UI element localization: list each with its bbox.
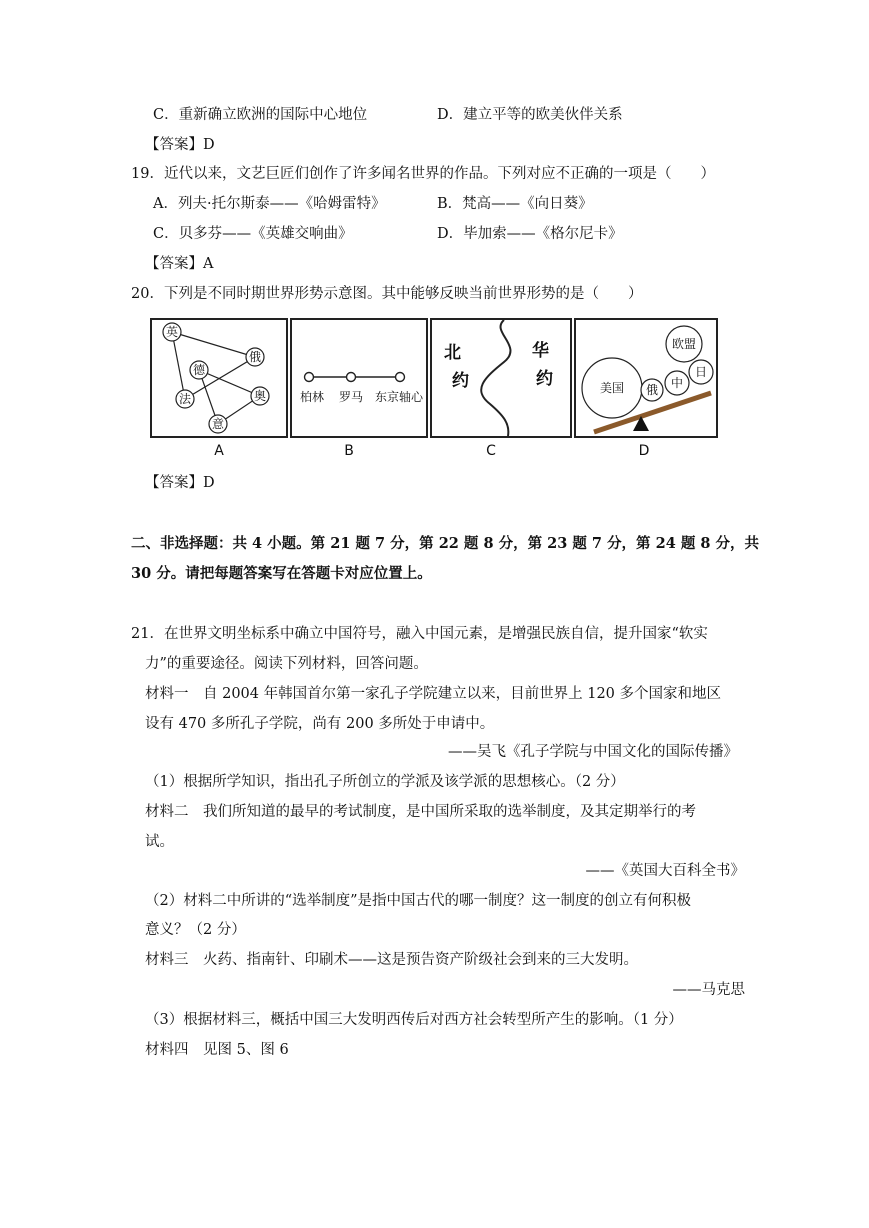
q21-subquestion-3: （3）根据材料三，概括中国三大发明西传后对西方社会转型所产生的影响。（1 分） bbox=[145, 1012, 683, 1028]
material-2-line1: 材料二 我们所知道的最早的考试制度，是中国所采取的选举制度，及其定期举行的考 bbox=[145, 804, 696, 820]
figure-label-d: D bbox=[638, 443, 650, 459]
q21-subquestion-2-line2: 意义？（2 分） bbox=[145, 922, 246, 938]
figure-label-b: B bbox=[344, 443, 354, 459]
q18-answer: 【答案】D bbox=[145, 137, 215, 153]
q19-option-c: C．贝多芬——《英雄交响曲》 bbox=[153, 226, 353, 242]
node-berlin: 柏林 bbox=[299, 390, 325, 404]
node-rome: 罗马 bbox=[338, 390, 364, 404]
figure-panel-a bbox=[150, 318, 288, 438]
q21-stem-line1: 21．在世界文明坐标系中确立中国符号，融入中国元素，是增强民族自信，提升国家“软实 bbox=[131, 626, 708, 642]
node-china: 中 bbox=[670, 376, 684, 390]
node-usa: 美国 bbox=[599, 381, 625, 395]
q19-option-d: D．毕加索——《格尔尼卡》 bbox=[437, 226, 623, 242]
warsaw-char-1: 华 bbox=[532, 341, 549, 361]
figure-label-c: C bbox=[486, 443, 496, 459]
node-russia: 俄 bbox=[248, 350, 262, 364]
cold-war-diagram bbox=[432, 320, 570, 436]
q18-option-d: D．建立平等的欧美伙伴关系 bbox=[437, 107, 623, 123]
q21-subquestion-2-line1: （2）材料二中所讲的“选举制度”是指中国古代的哪一制度？这一制度的创立有何积极 bbox=[145, 893, 692, 909]
node-russia-d: 俄 bbox=[645, 383, 659, 397]
axis-diagram bbox=[292, 320, 426, 436]
material-2-line2: 试。 bbox=[145, 834, 174, 850]
multipolar-balance-diagram bbox=[576, 320, 716, 436]
q18-option-c: C．重新确立欧洲的国际中心地位 bbox=[153, 107, 368, 123]
section2-heading-line1: 二、非选择题：共 4 小题。第 21 题 7 分，第 22 题 8 分，第 23 题 7 分，第 24 题 8 分，共 bbox=[131, 535, 760, 552]
figure-label-a: A bbox=[214, 443, 224, 459]
material-1-source: ——吴飞《孔子学院与中国文化的国际传播》 bbox=[448, 744, 738, 760]
node-japan: 日 bbox=[694, 365, 708, 379]
figure-panel-c bbox=[430, 318, 572, 438]
node-eu: 欧盟 bbox=[671, 337, 697, 351]
node-italy: 意 bbox=[211, 417, 225, 431]
q19-answer: 【答案】A bbox=[145, 256, 214, 272]
figure-panel-d bbox=[574, 318, 718, 438]
q21-stem-line2: 力”的重要途径。阅读下列材料，回答问题。 bbox=[145, 656, 428, 672]
node-germany: 德 bbox=[192, 363, 206, 377]
q19-option-a: A．列夫·托尔斯泰——《哈姆雷特》 bbox=[153, 196, 386, 212]
q20-answer: 【答案】D bbox=[145, 475, 215, 491]
material-1-line2: 设有 470 多所孔子学院，尚有 200 多所处于申请中。 bbox=[145, 716, 495, 732]
section2-heading-line2: 30 分。请把每题答案写在答题卡对应位置上。 bbox=[131, 565, 432, 582]
material-4: 材料四 见图 5、图 6 bbox=[145, 1042, 289, 1058]
q21-subquestion-1: （1）根据所学知识，指出孔子所创立的学派及该学派的思想核心。（2 分） bbox=[145, 774, 625, 790]
node-france: 法 bbox=[178, 392, 192, 406]
nato-char-1: 北 bbox=[444, 343, 461, 363]
figure-panel-b bbox=[290, 318, 428, 438]
nato-char-2: 约 bbox=[452, 371, 469, 391]
material-2-source: ——《英国大百科全书》 bbox=[585, 863, 745, 879]
node-britain: 英 bbox=[165, 325, 179, 339]
material-3: 材料三 火药、指南针、印刷术——这是预告资产阶级社会到来的三大发明。 bbox=[145, 952, 638, 968]
q19-option-b: B．梵高——《向日葵》 bbox=[437, 196, 593, 212]
warsaw-char-2: 约 bbox=[536, 369, 553, 389]
node-austria: 奥 bbox=[253, 389, 267, 403]
node-tokyo-axis: 东京轴心 bbox=[374, 390, 424, 404]
q19-stem: 19．近代以来，文艺巨匠们创作了许多闻名世界的作品。下列对应不正确的一项是（ ） bbox=[131, 166, 715, 182]
material-3-source: ——马克思 bbox=[672, 982, 745, 998]
q20-stem: 20．下列是不同时期世界形势示意图。其中能够反映当前世界形势的是（ ） bbox=[131, 286, 643, 302]
alliance-network-diagram bbox=[152, 320, 286, 436]
material-1-line1: 材料一 自 2004 年韩国首尔第一家孔子学院建立以来，目前世界上 120 多个国家和地区 bbox=[145, 686, 722, 702]
